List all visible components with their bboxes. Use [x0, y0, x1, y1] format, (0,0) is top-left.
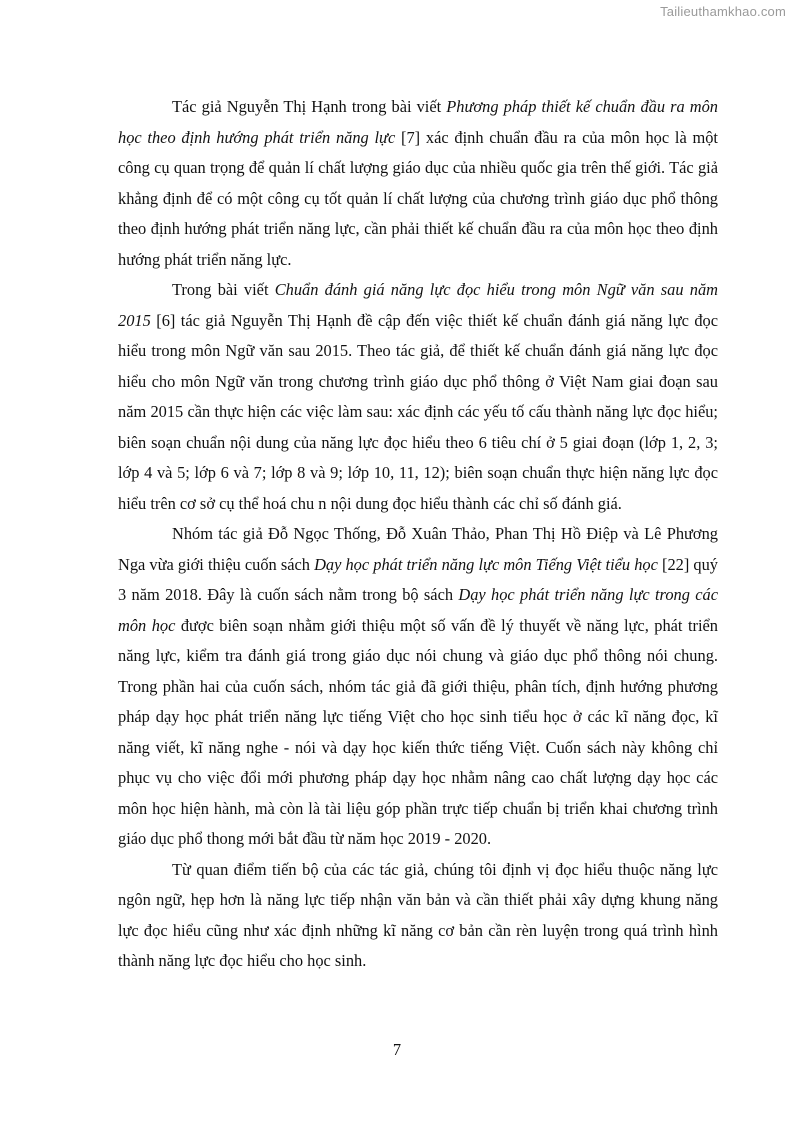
paragraph-2-text-a: Trong bài viết	[172, 280, 275, 299]
paragraph-1-text-b: [7] xác định chuẩn đầu ra của môn học là một công cụ quan trọng để quản lí chất lượng giáo dục của nhiều quốc gia trên thế giới. Tác giả khẳng định để có một công cụ tốt quản lí chất lượng của chương trình giáo dục phổ thông theo định hướng phát triển năng lực, cần phải thiết kế chuẩn đầu ra của môn học theo định hướng phát triển năng lực.	[118, 127, 718, 269]
paragraph-3-text-a: Nhóm tác giả Đỗ Ngọc Thống, Đỗ Xuân Thảo, Phan Thị Hồ Điệp và Lê Phương Nga vừa giới thiệu cuốn sách	[118, 524, 718, 574]
paragraph-4-text: Từ quan điểm tiến bộ của các tác giả, chúng tôi định vị đọc hiểu thuộc năng lực ngôn ngữ, hẹp hơn là năng lực tiếp nhận văn bản và cần thiết phải xây dựng khung năng lực đọc hiểu cũng như xác định những kĩ năng cơ bản cần rèn luyện trong quá trình hình thành năng lực đọc hiểu cho học sinh.	[118, 859, 718, 970]
paragraph-1-title: Phương pháp thiết kế chuẩn đầu ra môn học theo định hướng phát triển năng lực	[118, 97, 718, 147]
paragraph-3	[118, 519, 718, 855]
paragraph-3-text-c: được biên soạn nhằm giới thiệu một số vấn đề lý thuyết về năng lực, phát triển năng lực, kiểm tra đánh giá trong giáo dục nói chung và giáo dục phổ thông nói chung. Trong phần hai của cuốn sách, nhóm tác giả đã giới thiệu, phân tích, định hướng phương pháp dạy học phát triển năng lực tiếng Việt cho học sinh tiểu học ở các kĩ năng đọc, kĩ năng viết, kĩ năng nghe - nói và dạy học kiến thức tiếng Việt. Cuốn sách này không chỉ phục vụ cho việc đổi mới phương pháp dạy học nhằm nâng cao chất lượng dạy học các môn học hiện hành, mà còn là tài liệu góp phần trực tiếp chuẩn bị triển khai chương trình giáo dục phổ thong mới bắt đầu từ năm học 2019 - 2020.	[118, 615, 718, 848]
paragraph-1-text-a: Tác giả Nguyễn Thị Hạnh trong bài viết	[172, 97, 447, 116]
paragraph-4	[118, 855, 718, 977]
paragraph-2-text-b: [6] tác giả Nguyễn Thị Hạnh đề cập đến việc thiết kế chuẩn đánh giá năng lực đọc hiểu trong môn Ngữ văn sau 2015. Theo tác giả, để thiết kế chuẩn đánh giá năng lực đọc hiểu cho môn Ngữ văn trong chương trình giáo dục phổ thông ở Việt Nam giai đoạn sau năm 2015 cần thực hiện các việc làm sau: xác định các yếu tố cấu thành năng lực đọc hiểu; biên soạn chuẩn nội dung của năng lực đọc hiểu theo 6 tiêu chí ở 5 giai đoạn (lớp 1, 2, 3; lớp 4 và 5; lớp 6 và 7; lớp 8 và 9; lớp 10, 11, 12); biên soạn chuẩn thực hiện năng lực đọc hiểu trên cơ sở cụ thể hoá chu n nội dung đọc hiểu thành các chỉ số đánh giá.	[118, 310, 718, 513]
page-number: 7	[392, 1040, 402, 1059]
document-body	[118, 92, 718, 977]
paragraph-3-text-b: [22] quý 3 năm 2018. Đây là cuốn sách nằm trong bộ sách	[118, 554, 718, 604]
paragraph-3-title-1: Dạy học phát triển năng lực môn Tiếng Việt tiểu học	[314, 554, 658, 574]
paragraph-2	[118, 275, 718, 519]
paragraph-3-title-2: Dạy học phát triển năng lực trong các môn học	[118, 585, 718, 635]
watermark: Tailieuthamkhao.com	[660, 4, 786, 19]
paragraph-1	[118, 92, 718, 275]
paragraph-2-title: Chuẩn đánh giá năng lực đọc hiểu trong môn Ngữ văn sau năm 2015	[118, 280, 718, 330]
